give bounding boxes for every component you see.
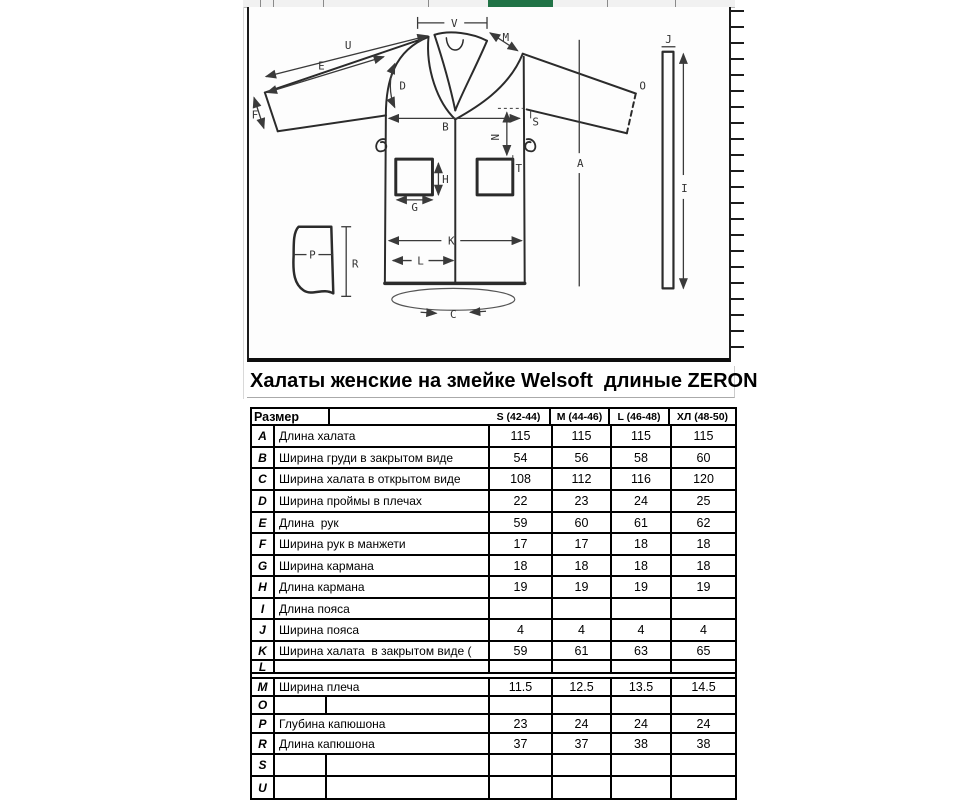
row-description: Ширина халата в открытом виде bbox=[275, 469, 490, 489]
cell-value: 115 bbox=[490, 426, 553, 446]
cell-value: 54 bbox=[490, 448, 553, 467]
cell-value: 37 bbox=[490, 734, 553, 753]
cell-value: 19 bbox=[490, 577, 553, 597]
empty-subcell-divider bbox=[325, 697, 327, 713]
table-row-A bbox=[252, 426, 735, 448]
cell-value bbox=[612, 661, 672, 672]
row-description: Ширина халата в закрытом виде ( bbox=[275, 642, 490, 659]
dim-label-u: U bbox=[344, 38, 352, 52]
cell-value: 37 bbox=[553, 734, 612, 753]
row-letter: A bbox=[252, 426, 275, 446]
row-description: Длина капюшона bbox=[275, 734, 490, 753]
row-description bbox=[275, 777, 490, 798]
table-row-D bbox=[252, 491, 735, 513]
cell-value: 59 bbox=[490, 642, 553, 659]
column-divider-tick bbox=[607, 0, 608, 7]
row-letter: J bbox=[252, 620, 275, 640]
dim-label-c: C bbox=[450, 308, 457, 322]
column-divider-tick bbox=[273, 0, 274, 7]
cell-value: 18 bbox=[696, 558, 711, 573]
table-row-G bbox=[252, 556, 735, 577]
cell-value: 38 bbox=[612, 734, 672, 753]
row-letter: S bbox=[252, 755, 275, 775]
cell-value: 25 bbox=[696, 494, 711, 508]
row-letter: K bbox=[252, 642, 275, 659]
cell-value: 14.5 bbox=[691, 680, 716, 694]
row-description: Ширина плеча bbox=[275, 679, 490, 695]
table-row-H bbox=[252, 577, 735, 599]
dim-label-i: I bbox=[681, 181, 688, 195]
cell-value bbox=[553, 755, 612, 775]
column-divider-tick bbox=[323, 0, 324, 7]
cell-value bbox=[612, 777, 672, 798]
cell-value: 18 bbox=[553, 556, 612, 575]
cell-value: 24 bbox=[696, 716, 711, 731]
cell-value: 18 bbox=[696, 537, 711, 551]
dim-label-m: M bbox=[502, 30, 510, 44]
cell-value: 12.5 bbox=[553, 679, 612, 695]
column-header-s: S (42-44) bbox=[488, 409, 551, 424]
row-letter: L bbox=[252, 661, 275, 672]
table-row-R bbox=[252, 734, 735, 755]
cell-value bbox=[490, 599, 553, 618]
cell-value: 24 bbox=[612, 715, 672, 732]
dim-label-a: A bbox=[576, 157, 584, 171]
dim-label-g: G bbox=[411, 200, 418, 214]
row-letter: O bbox=[252, 697, 275, 713]
cell-value bbox=[672, 661, 735, 672]
row-description bbox=[275, 697, 490, 713]
empty-subcell-divider bbox=[325, 777, 327, 798]
cell-value: 60 bbox=[696, 450, 711, 465]
cell-value bbox=[490, 777, 553, 798]
row-letter: B bbox=[252, 448, 275, 467]
table-row-U bbox=[252, 777, 735, 800]
size-chart-title-row bbox=[247, 366, 758, 398]
row-letter: I bbox=[252, 599, 275, 618]
table-row-I bbox=[252, 599, 735, 620]
sheet-gridline bbox=[243, 7, 244, 399]
cell-value: 115 bbox=[612, 426, 672, 446]
table-row-C bbox=[252, 469, 735, 491]
table-row-K bbox=[252, 642, 735, 661]
column-header-l: L (46-48) bbox=[610, 409, 670, 424]
cell-value: 4 bbox=[490, 620, 553, 640]
cell-value bbox=[553, 599, 612, 618]
cell-value: 61 bbox=[612, 513, 672, 532]
dim-label-l: L bbox=[417, 254, 424, 268]
cell-value: 115 bbox=[553, 426, 612, 446]
row-description: Глубина капюшона bbox=[275, 715, 490, 732]
ruler-ticks bbox=[731, 10, 744, 358]
cell-value: 38 bbox=[696, 736, 711, 751]
table-row-P bbox=[252, 715, 735, 734]
dim-label-b: B bbox=[442, 120, 449, 134]
row-description: Ширина пояса bbox=[275, 620, 490, 640]
cell-value: 19 bbox=[553, 577, 612, 597]
table-row-J bbox=[252, 620, 735, 642]
size-table bbox=[250, 407, 737, 800]
row-description: Ширина проймы в плечах bbox=[275, 491, 490, 511]
cell-value: 19 bbox=[612, 577, 672, 597]
row-letter: P bbox=[252, 715, 275, 732]
row-letter: D bbox=[252, 491, 275, 511]
dim-label-n: N bbox=[488, 133, 502, 141]
row-letter: H bbox=[252, 577, 275, 597]
cell-value: 13.5 bbox=[612, 679, 672, 695]
row-description: Длина халата bbox=[275, 426, 490, 446]
cell-value: 112 bbox=[553, 469, 612, 489]
size-table-body bbox=[252, 426, 735, 800]
spacer-cell bbox=[252, 674, 735, 677]
table-header-row bbox=[252, 409, 735, 426]
column-header-xl: ХЛ (48-50) bbox=[676, 410, 729, 423]
drawing-panel bbox=[247, 7, 731, 362]
robe-diagram bbox=[249, 7, 729, 356]
cell-value: 62 bbox=[696, 515, 711, 530]
cell-value: 63 bbox=[612, 642, 672, 659]
dim-label-o: O bbox=[639, 79, 647, 93]
cell-value bbox=[672, 755, 735, 775]
row-description: Длина кармана bbox=[275, 577, 490, 597]
dim-label-k: K bbox=[448, 234, 455, 248]
row-description: Ширина кармана bbox=[275, 556, 490, 575]
dim-label-v: V bbox=[451, 16, 458, 30]
row-description: Ширина груди в закрытом виде bbox=[275, 448, 490, 467]
cell-value bbox=[490, 661, 553, 672]
cell-value bbox=[490, 755, 553, 775]
size-chart-title: Халаты женские на змейке Welsoft длиные ZERON bbox=[250, 370, 758, 392]
cell-value: 17 bbox=[490, 534, 553, 554]
cell-value: 4 bbox=[612, 620, 672, 640]
cell-value: 115 bbox=[693, 429, 714, 443]
cell-value: 59 bbox=[490, 513, 553, 532]
table-row-B bbox=[252, 448, 735, 469]
column-divider-tick bbox=[675, 0, 676, 7]
cell-value: 4 bbox=[700, 623, 707, 637]
dim-label-p: P bbox=[309, 248, 316, 262]
table-row-L bbox=[252, 661, 735, 674]
table-row-S bbox=[252, 755, 735, 777]
cell-value: 24 bbox=[612, 491, 672, 511]
dim-label-t: T bbox=[515, 162, 523, 176]
dim-label-f: F bbox=[251, 108, 259, 122]
cell-value: 65 bbox=[696, 643, 711, 658]
row-description: Длина пояса bbox=[275, 599, 490, 618]
cell-value: 58 bbox=[612, 448, 672, 467]
header-filler-cell bbox=[330, 409, 488, 424]
row-letter: F bbox=[252, 534, 275, 554]
row-description: Ширина рук в манжети bbox=[275, 534, 490, 554]
dim-label-h: H bbox=[442, 172, 449, 186]
cell-value: 18 bbox=[612, 534, 672, 554]
table-row-F bbox=[252, 534, 735, 556]
cell-value: 18 bbox=[490, 556, 553, 575]
column-divider-tick bbox=[260, 0, 261, 7]
cell-value: 120 bbox=[693, 472, 714, 486]
cell-value bbox=[553, 697, 612, 713]
cell-value: 116 bbox=[612, 469, 672, 489]
row-letter: G bbox=[252, 556, 275, 575]
dim-label-s: S bbox=[532, 115, 539, 129]
cell-value bbox=[612, 599, 672, 618]
row-description: Длина рук bbox=[275, 513, 490, 532]
size-header-label: Размер bbox=[252, 409, 330, 424]
table-row-M bbox=[252, 679, 735, 697]
cell-value: 18 bbox=[612, 556, 672, 575]
dim-label-e: E bbox=[318, 59, 325, 73]
cell-value: 23 bbox=[490, 715, 553, 732]
dim-label-r: R bbox=[351, 257, 359, 271]
row-letter: M bbox=[252, 679, 275, 695]
column-divider-tick bbox=[428, 0, 429, 7]
cell-value: 22 bbox=[490, 491, 553, 511]
cell-value: 19 bbox=[696, 580, 711, 594]
cell-value: 56 bbox=[553, 448, 612, 467]
dim-label-j: J bbox=[665, 32, 672, 46]
cell-value: 61 bbox=[553, 642, 612, 659]
cell-value bbox=[672, 697, 735, 713]
row-letter: E bbox=[252, 513, 275, 532]
cell-value: 108 bbox=[490, 469, 553, 489]
cell-value bbox=[612, 697, 672, 713]
cell-value: 17 bbox=[553, 534, 612, 554]
row-letter: C bbox=[252, 469, 275, 489]
cell-value: 11.5 bbox=[490, 679, 553, 695]
cell-value bbox=[672, 599, 735, 618]
row-description bbox=[275, 755, 490, 775]
cell-value bbox=[553, 661, 612, 672]
dim-label-d: D bbox=[399, 79, 407, 93]
cell-value bbox=[672, 777, 735, 798]
empty-subcell-divider bbox=[325, 755, 327, 775]
cell-value: 4 bbox=[553, 620, 612, 640]
table-row-O bbox=[252, 697, 735, 715]
row-letter: R bbox=[252, 734, 275, 753]
cell-value: 24 bbox=[553, 715, 612, 732]
cell-value bbox=[490, 697, 553, 713]
table-row-E bbox=[252, 513, 735, 534]
cell-value: 23 bbox=[553, 491, 612, 511]
cell-value: 60 bbox=[553, 513, 612, 532]
cell-value bbox=[612, 755, 672, 775]
column-header-m: M (44-46) bbox=[551, 409, 610, 424]
row-letter: U bbox=[252, 777, 275, 798]
cell-value bbox=[553, 777, 612, 798]
row-description bbox=[275, 661, 490, 672]
